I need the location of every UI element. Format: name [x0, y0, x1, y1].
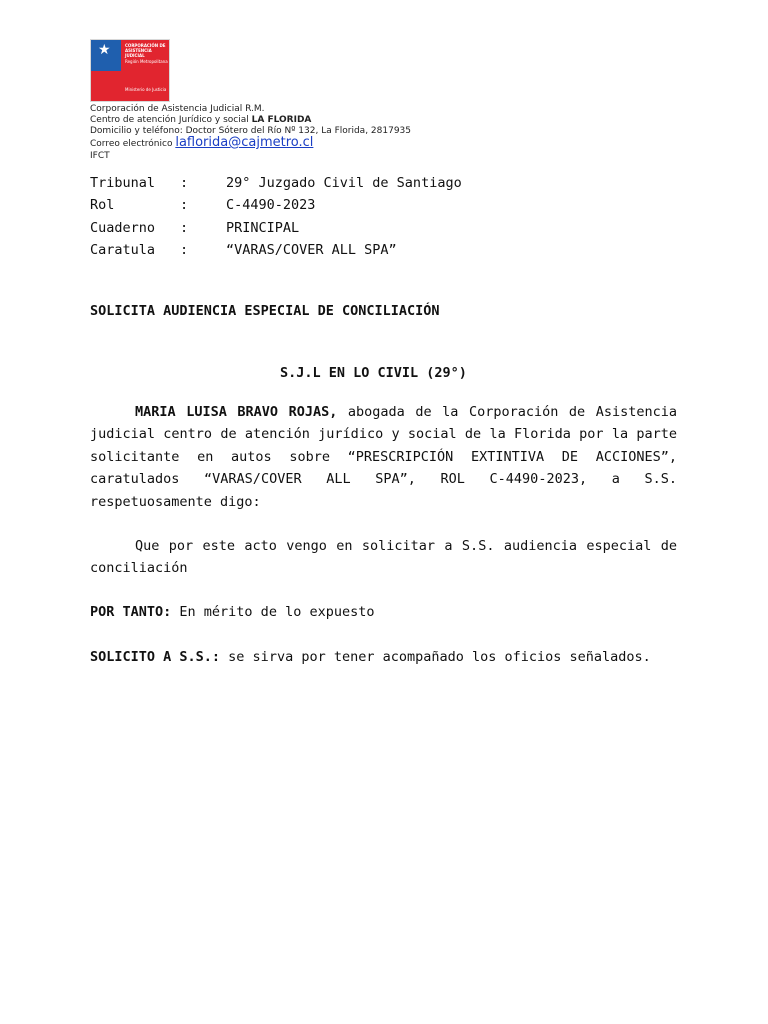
request-text: Que por este acto vengo en solicitar a S.S. audiencia especial de conciliación	[90, 538, 677, 577]
por-tanto-label: POR TANTO:	[90, 604, 172, 620]
intro-text: abogada de la Corporación de Asistencia judicial centro de atención jurídico y social de la Florida por la parte solicitante en autos sobre “PRESCRIPCIÓN EXTINTIVA DE ACCIONES”, caratulados “VARAS/COVER ALL SPA”, ROL C-4490-2023, a S.S. respetuosamente digo:	[90, 404, 677, 510]
case-label: Cuaderno	[90, 219, 156, 236]
case-label: Tribunal	[90, 175, 156, 191]
institution-logo	[90, 39, 170, 102]
logo-text-panel	[121, 40, 169, 101]
solicito-label: SOLICITO A S.S.:	[90, 649, 221, 665]
header-center-bold: LA FLORIDA	[251, 115, 312, 125]
case-value: 29° Juzgado Civil de Santiago	[226, 175, 462, 191]
case-separator: :	[180, 241, 189, 258]
logo-flag	[91, 40, 121, 101]
header-center-text: Centro de atención Jurídico y social	[90, 115, 252, 125]
case-value: PRINCIPAL	[226, 219, 300, 236]
case-label: Rol	[90, 197, 115, 213]
lawyer-name: MARIA LUISA BRAVO ROJAS,	[135, 404, 338, 420]
case-separator: :	[180, 175, 189, 191]
email-label: Correo electrónico	[90, 139, 176, 149]
request-title: SOLICITA AUDIENCIA ESPECIAL DE CONCILIACIÓN	[90, 303, 440, 319]
header-line-email	[90, 137, 313, 150]
case-value: C-4490-2023	[226, 197, 316, 213]
star-icon: ★	[98, 42, 111, 58]
logo-flag-blue	[91, 40, 121, 71]
logo-ministry-text: Ministerio de Justicia	[125, 87, 167, 92]
header-line-institution: Corporación de Asistencia Judicial R.M.	[90, 104, 265, 114]
court-heading: S.J.L EN LO CIVIL (29°)	[280, 365, 467, 381]
email-link[interactable]: laflorida@cajmetro.cl	[175, 135, 314, 150]
body-paragraph-por-tanto	[90, 601, 677, 623]
logo-sub-text: Región Metropolitana	[125, 59, 168, 64]
solicito-text: se sirva por tener acompañado los oficios señalados.	[220, 649, 651, 665]
body-paragraph-solicito	[90, 646, 677, 668]
body-paragraph-intro	[90, 401, 677, 513]
case-value: “VARAS/COVER ALL SPA”	[226, 241, 397, 258]
case-separator: :	[180, 219, 189, 236]
header-line-center	[90, 115, 311, 126]
por-tanto-text: En mérito de lo expuesto	[171, 604, 375, 620]
case-separator: :	[180, 197, 189, 213]
case-label: Caratula	[90, 241, 156, 258]
header-line-address: Domicilio y teléfono: Doctor Sótero del Río Nº 132, La Florida, 2817935	[90, 126, 411, 136]
header-line-ifct: IFCT	[90, 151, 110, 161]
logo-flag-red	[91, 71, 121, 102]
logo-org-text: CORPORACIÓN DE ASISTENCIA JUDICIAL	[125, 43, 166, 58]
body-paragraph-request	[90, 535, 677, 580]
